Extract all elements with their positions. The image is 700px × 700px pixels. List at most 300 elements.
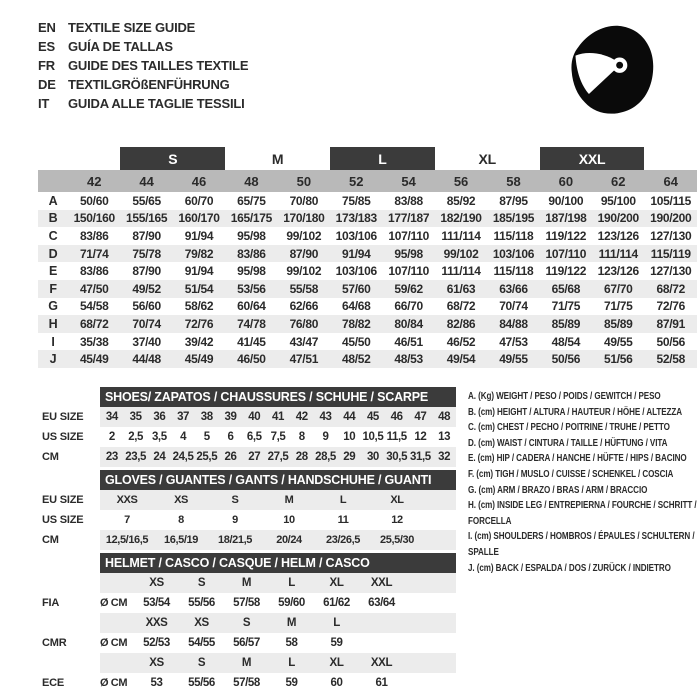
measurement-value: 83/86 [79,228,109,243]
measurement-value: 49/55 [487,350,539,368]
measurement-value: 107/110 [540,245,592,263]
measurement-value: 91/94 [330,245,382,263]
size-value: XS [174,494,188,506]
measurement-value: 71/75 [551,299,581,314]
measurement-value: 64/68 [341,299,371,314]
measurement-value: 190/200 [592,210,644,228]
measurement-row [38,192,697,210]
size-number: 58 [487,170,539,192]
measurement-value: 41/45 [237,334,266,349]
measurement-value: 105/115 [650,193,692,208]
row-letter: B [38,210,68,228]
size-value: 35 [129,411,142,423]
measurement-value: 160/170 [173,210,225,228]
row-letter: E [48,264,58,279]
helmet-value: 52/53 [143,637,170,649]
legend-entry: J. (cm) BACK / ESPALDA / DOS / ZURÜCK / INDIETRO [468,562,671,574]
size-value: 20/24 [276,534,302,546]
size-value: 23,5 [125,451,146,463]
measurement-value: 47/53 [499,334,528,349]
legend-entry: D. (cm) WAIST / CINTURA / TAILLE / HÜFTUNG / VITA [468,437,668,449]
size-value: 2,5 [128,431,143,443]
measurement-value: 177/187 [382,210,434,228]
measurement-value: 115/118 [493,264,534,279]
measurement-value: 45/49 [68,350,120,368]
size-group-label: M [271,150,284,167]
measurement-value: 65/68 [540,280,592,298]
size-value: 6,5 [246,431,262,443]
helmet-size: XXL [370,657,393,669]
size-group-label: XXL [540,147,645,170]
language-code: DE [38,77,56,92]
size-value: 7,5 [270,431,286,443]
size-value: 26 [224,451,237,463]
language-title: TEXTILGRÖßENFÜHRUNG [68,77,230,92]
number-spacer [38,170,68,192]
helmet-sizes-row [100,653,456,673]
measurement-value: 45/50 [341,334,371,349]
shoes-section [42,387,456,467]
measurement-value: 68/72 [644,280,697,298]
size-number: 46 [173,170,225,192]
helmet-size: XL [329,657,344,669]
measurement-value: 103/106 [335,264,377,279]
size-value: S [231,494,239,506]
measurement-row [38,350,697,368]
measurement-value: 72/76 [173,315,225,333]
size-value: 16,5/19 [164,534,198,546]
size-value: 34 [105,411,118,423]
diameter-cm-prefix: Ø CM [100,677,128,689]
standard-label: CMR [42,637,67,649]
size-number: 50 [278,170,330,192]
measurement-value: 51/56 [592,350,644,368]
helmet-value: 54/55 [188,637,215,649]
size-value: 25,5/30 [380,534,414,546]
size-value: 46 [390,411,403,423]
language-code: FR [38,58,55,73]
measurement-value: 185/195 [487,210,539,228]
measurement-value: 103/106 [487,245,539,263]
language-row [38,56,248,75]
measurement-value: 95/98 [382,245,434,263]
measurement-value: 83/88 [394,193,423,208]
measurement-value: 95/98 [237,228,266,243]
helmet-rows [42,573,456,693]
measurement-row [38,333,697,351]
measurement-value: 115/118 [493,228,534,243]
helmet-value: 59 [285,677,298,689]
measurement-value: 119/122 [545,264,587,279]
measurement-value: 99/102 [286,228,322,243]
measurement-legend [468,389,697,576]
row-letter: F [38,280,68,298]
measurement-value: 61/63 [435,280,487,298]
size-value: 29 [343,451,356,463]
helmet-size: M [241,577,252,589]
measurement-value: 91/94 [184,264,214,279]
group-spacer [644,147,697,170]
language-title: GUÍA DE TALLAS [68,39,173,54]
size-value: 48 [438,411,451,423]
size-value: 13 [438,431,451,443]
size-value: 24,5 [172,451,194,463]
measurement-value: 67/70 [592,280,644,298]
measurement-row [38,210,697,228]
helmet-size: L [333,617,340,629]
size-value: 4 [180,431,187,443]
measurement-row [38,262,697,280]
measurement-value: 91/94 [184,228,214,243]
legend-entry: A. (Kg) WEIGHT / PESO / POIDS / GEWITCH / PESO [468,391,661,402]
size-value: 27,5 [267,451,289,463]
language-title: GUIDE DES TAILLES TEXTILE [68,58,249,73]
size-value: 8 [298,431,305,443]
measurement-value: 182/190 [435,210,487,228]
measurement-value: 75/85 [341,193,371,208]
measurement-value: 115/119 [644,245,697,263]
measurement-value: 63/66 [487,280,539,298]
measurement-value: 50/56 [540,350,592,368]
measurement-value: 87/95 [499,193,528,208]
size-row [42,490,456,510]
size-number: 52 [330,170,382,192]
measurement-value: 66/70 [394,299,423,314]
size-value: 6 [227,431,234,443]
size-number: 60 [540,170,592,192]
legend-entry: C. (cm) CHEST / PECHO / POITRINE / TRUHE / PETTO [468,422,670,434]
size-value: 9 [322,431,329,443]
measurement-value: 85/89 [592,315,644,333]
legend-entry: G. (cm) ARM / BRAZO / BRAS / ARM / BRACCIO [468,484,648,496]
main-size-table [38,147,697,368]
measurement-row [38,298,697,316]
size-numbers-row [38,170,697,192]
row-letter: G [48,299,58,314]
helmet-size: L [288,577,295,589]
size-value: 45 [366,411,379,423]
helmet-value: 55/56 [188,677,215,689]
size-value: 10 [283,514,295,526]
size-value: 11 [337,514,349,526]
standard-label: FIA [42,597,60,609]
legend-entry: H. (cm) INSIDE LEG / ENTREPIERNA / FOURCHE / SCHRITT / FORCELLA [468,500,697,527]
measurement-value: 190/200 [644,210,697,228]
size-value: 8 [178,514,184,526]
row-label: EU SIZE [42,494,84,506]
measurement-value: 39/42 [184,334,214,349]
measurement-value: 87/90 [132,228,161,243]
size-groups-row [38,147,697,170]
measurement-value: 107/110 [388,264,429,279]
measurement-value: 60/64 [237,299,266,314]
measurement-value: 82/86 [435,315,487,333]
language-code: IT [38,96,50,111]
measurement-value: 59/62 [382,280,434,298]
helmet-value: 58 [285,637,298,649]
size-value: 31,5 [410,451,431,463]
language-row [38,94,248,113]
diameter-cm-prefix: Ø CM [100,637,128,649]
row-letter: J [38,350,68,368]
size-value: 18/21,5 [218,534,252,546]
size-value: 38 [200,411,213,423]
legend-entry: I. (cm) SHOULDERS / HOMBROS / ÉPAULES / SCHULTERN / SPALLE [468,531,695,558]
measurement-value: 127/130 [650,264,692,279]
measurement-value: 58/62 [184,299,214,314]
measurement-row [38,227,697,245]
helmet-value: 60 [330,677,343,689]
helmet-sizes-row [100,573,456,593]
measurement-value: 119/122 [545,228,587,243]
helmet-sizes-row [100,613,456,633]
measurement-value: 70/80 [289,193,319,208]
measurement-value: 65/75 [237,193,266,208]
measurement-value: 111/114 [592,245,644,263]
size-value: 36 [153,411,166,423]
language-title: GUIDA ALLE TAGLIE TESSILI [68,96,245,111]
measurement-value: 165/175 [225,210,277,228]
measurement-value: 70/74 [120,315,172,333]
measurement-value: 84/88 [487,315,539,333]
helmet-values-row [42,633,456,653]
size-value: 40 [248,411,261,423]
measurement-value: 75/78 [120,245,172,263]
row-letter: A [48,193,58,208]
measurement-value: 48/53 [382,350,434,368]
measurement-value: 95/98 [237,264,266,279]
measurement-value: 60/70 [184,193,214,208]
row-letter: H [38,315,68,333]
measurement-value: 46/52 [446,334,476,349]
size-value: 42 [295,411,308,423]
size-value: 30 [366,451,379,463]
size-value: 28 [295,451,308,463]
language-title: TEXTILE SIZE GUIDE [68,20,196,35]
measurement-value: 37/40 [132,334,161,349]
size-value: XXS [116,494,138,506]
size-number: 56 [435,170,487,192]
legend-entry: E. (cm) HIP / CADERA / HANCHE / HÜFTE / HIPS / BACINO [468,453,687,465]
size-value: 24 [153,451,166,463]
helmet-value: 53/54 [143,597,170,609]
row-letter: I [51,334,55,349]
row-label: CM [42,451,59,463]
measurement-value: 56/60 [132,299,161,314]
helmet-size: XL [329,577,344,589]
measurement-row [38,315,697,333]
shoes-rows [42,407,456,467]
measurement-value: 111/114 [441,264,481,279]
size-row [42,510,456,530]
legend-entry: F. (cm) TIGH / MUSLO / CUISSE / SCHENKEL / COSCIA [468,468,674,480]
measurement-value: 173/183 [330,210,382,228]
size-value: 43 [319,411,332,423]
measurement-value: 85/92 [446,193,476,208]
measurement-value: 99/102 [286,264,322,279]
size-value: L [339,494,347,506]
helmet-value: 56/57 [233,637,260,649]
measurement-value: 68/72 [68,315,120,333]
measurement-value: 55/58 [278,280,330,298]
language-row [38,75,248,94]
gloves-rows [42,490,456,550]
measurement-value: 80/84 [382,315,434,333]
helmet-values-row [42,673,456,693]
measurement-value: 87/90 [278,245,330,263]
measurement-value: 44/48 [120,350,172,368]
helmet-size: XXS [145,617,168,629]
measurement-value: 53/56 [225,280,277,298]
measurement-value: 47/50 [68,280,120,298]
size-value: 37 [177,411,190,423]
size-value: 28,5 [315,451,336,463]
size-group-label: S [120,147,225,170]
measurement-row [38,245,697,263]
measurement-value: 51/54 [173,280,225,298]
size-group-label: XL [478,150,496,167]
measurement-value: 127/130 [650,228,692,243]
measurement-value: 103/106 [335,228,377,243]
size-value: 44 [343,411,356,423]
measurement-value: 99/102 [435,245,487,263]
size-value: 11,5 [386,431,407,443]
measurement-value: 71/74 [68,245,120,263]
size-value: 7 [124,514,130,526]
size-value: 2 [108,431,115,443]
measurement-value: 74/78 [225,315,277,333]
language-code: ES [38,39,55,54]
measurement-value: 50/60 [79,193,109,208]
size-number: 48 [225,170,277,192]
helmet-size: S [242,617,251,629]
measurement-row [38,280,697,298]
helmet-size: XS [149,657,164,669]
measurement-value: 71/75 [604,299,633,314]
size-value: 23 [105,451,118,463]
measurement-value: 52/58 [644,350,697,368]
helmet-value: 61/62 [323,597,350,609]
measurement-value: 79/82 [173,245,225,263]
measurement-value: 48/54 [551,334,581,349]
helmet-size: XS [194,617,209,629]
size-value: 39 [224,411,237,423]
helmet-value: 63/64 [368,597,395,609]
helmet-title-bar: HELMET / CASCO / CASQUE / HELM / CASCO [100,553,456,573]
measurement-value: 72/76 [656,299,685,314]
measurement-value: 68/72 [446,299,476,314]
diameter-cm-prefix: Ø CM [100,597,128,609]
measurement-value: 85/89 [540,315,592,333]
measurement-value: 57/60 [330,280,382,298]
helmet-value: 57/58 [233,677,260,689]
measurement-value: 123/126 [597,228,639,243]
language-list [38,18,248,113]
measurement-value: 123/126 [597,264,639,279]
measurement-value: 70/74 [499,299,528,314]
size-value: 12 [414,431,427,443]
size-number: 44 [120,170,172,192]
standard-label: ECE [42,677,65,689]
measurement-value: 111/114 [441,228,481,243]
measurement-value: 95/100 [600,193,636,208]
helmet-value: 61 [375,677,388,689]
size-value: 3,5 [151,431,167,443]
measurement-value: 43/47 [289,334,319,349]
helmet-section [42,553,456,693]
size-value: 12 [391,514,403,526]
measurement-value: 150/160 [68,210,120,228]
legend-entry: B. (cm) HEIGHT / ALTURA / HAUTEUR / HÖHE / ALTEZZA [468,406,683,418]
size-value: 30,5 [386,451,408,463]
helmet-value: 53 [150,677,163,689]
language-row [38,37,248,56]
helmet-size: M [241,657,252,669]
size-row [42,530,456,550]
racing-helmet-icon [563,22,659,118]
language-row [38,18,248,37]
size-number: 54 [382,170,434,192]
measurement-value: 49/55 [604,334,633,349]
size-value: 27 [248,451,261,463]
measurement-value: 46/50 [225,350,277,368]
size-row [42,407,456,427]
size-row [42,447,456,467]
measurement-value: 49/52 [120,280,172,298]
measurement-value: 87/90 [132,264,161,279]
row-label: US SIZE [42,431,84,443]
size-value: XL [390,494,404,506]
measurement-value: 90/100 [548,193,584,208]
row-letter: D [38,245,68,263]
measurement-value: 87/91 [644,315,697,333]
measurement-value: 49/54 [435,350,487,368]
measurement-value: 35/38 [79,334,109,349]
helmet-size: S [197,657,206,669]
measurement-value: 83/86 [225,245,277,263]
shoes-title-bar: SHOES/ ZAPATOS / CHAUSSURES / SCHUHE / SCARPE [100,387,456,407]
helmet-size: XS [149,577,164,589]
row-label: US SIZE [42,514,84,526]
measurement-value: 155/165 [120,210,172,228]
row-label: CM [42,534,59,546]
helmet-value: 57/58 [233,597,260,609]
helmet-size: XXL [370,577,393,589]
helmet-value: 59 [330,637,343,649]
size-value: 23/26,5 [326,534,360,546]
group-spacer [38,147,120,170]
measurement-value: 47/51 [278,350,330,368]
size-value: 9 [232,514,238,526]
measurement-value: 170/180 [278,210,330,228]
size-number: 42 [68,170,120,192]
size-value: 32 [438,451,451,463]
measurement-value: 76/80 [278,315,330,333]
size-number: 62 [592,170,644,192]
gloves-title-bar: GLOVES / GUANTES / GANTS / HANDSCHUHE / GUANTI [100,470,456,490]
helmet-size: S [197,577,206,589]
helmet-size: L [288,657,295,669]
measurement-value: 46/51 [394,334,423,349]
size-value: 5 [203,431,210,443]
helmet-value: 59/60 [278,597,305,609]
measurement-value: 83/86 [79,264,109,279]
row-label: EU SIZE [42,411,84,423]
helmet-values-row [42,593,456,613]
helmet-size: M [286,617,297,629]
measurement-value: 55/65 [132,193,161,208]
measurement-value: 50/56 [656,334,685,349]
